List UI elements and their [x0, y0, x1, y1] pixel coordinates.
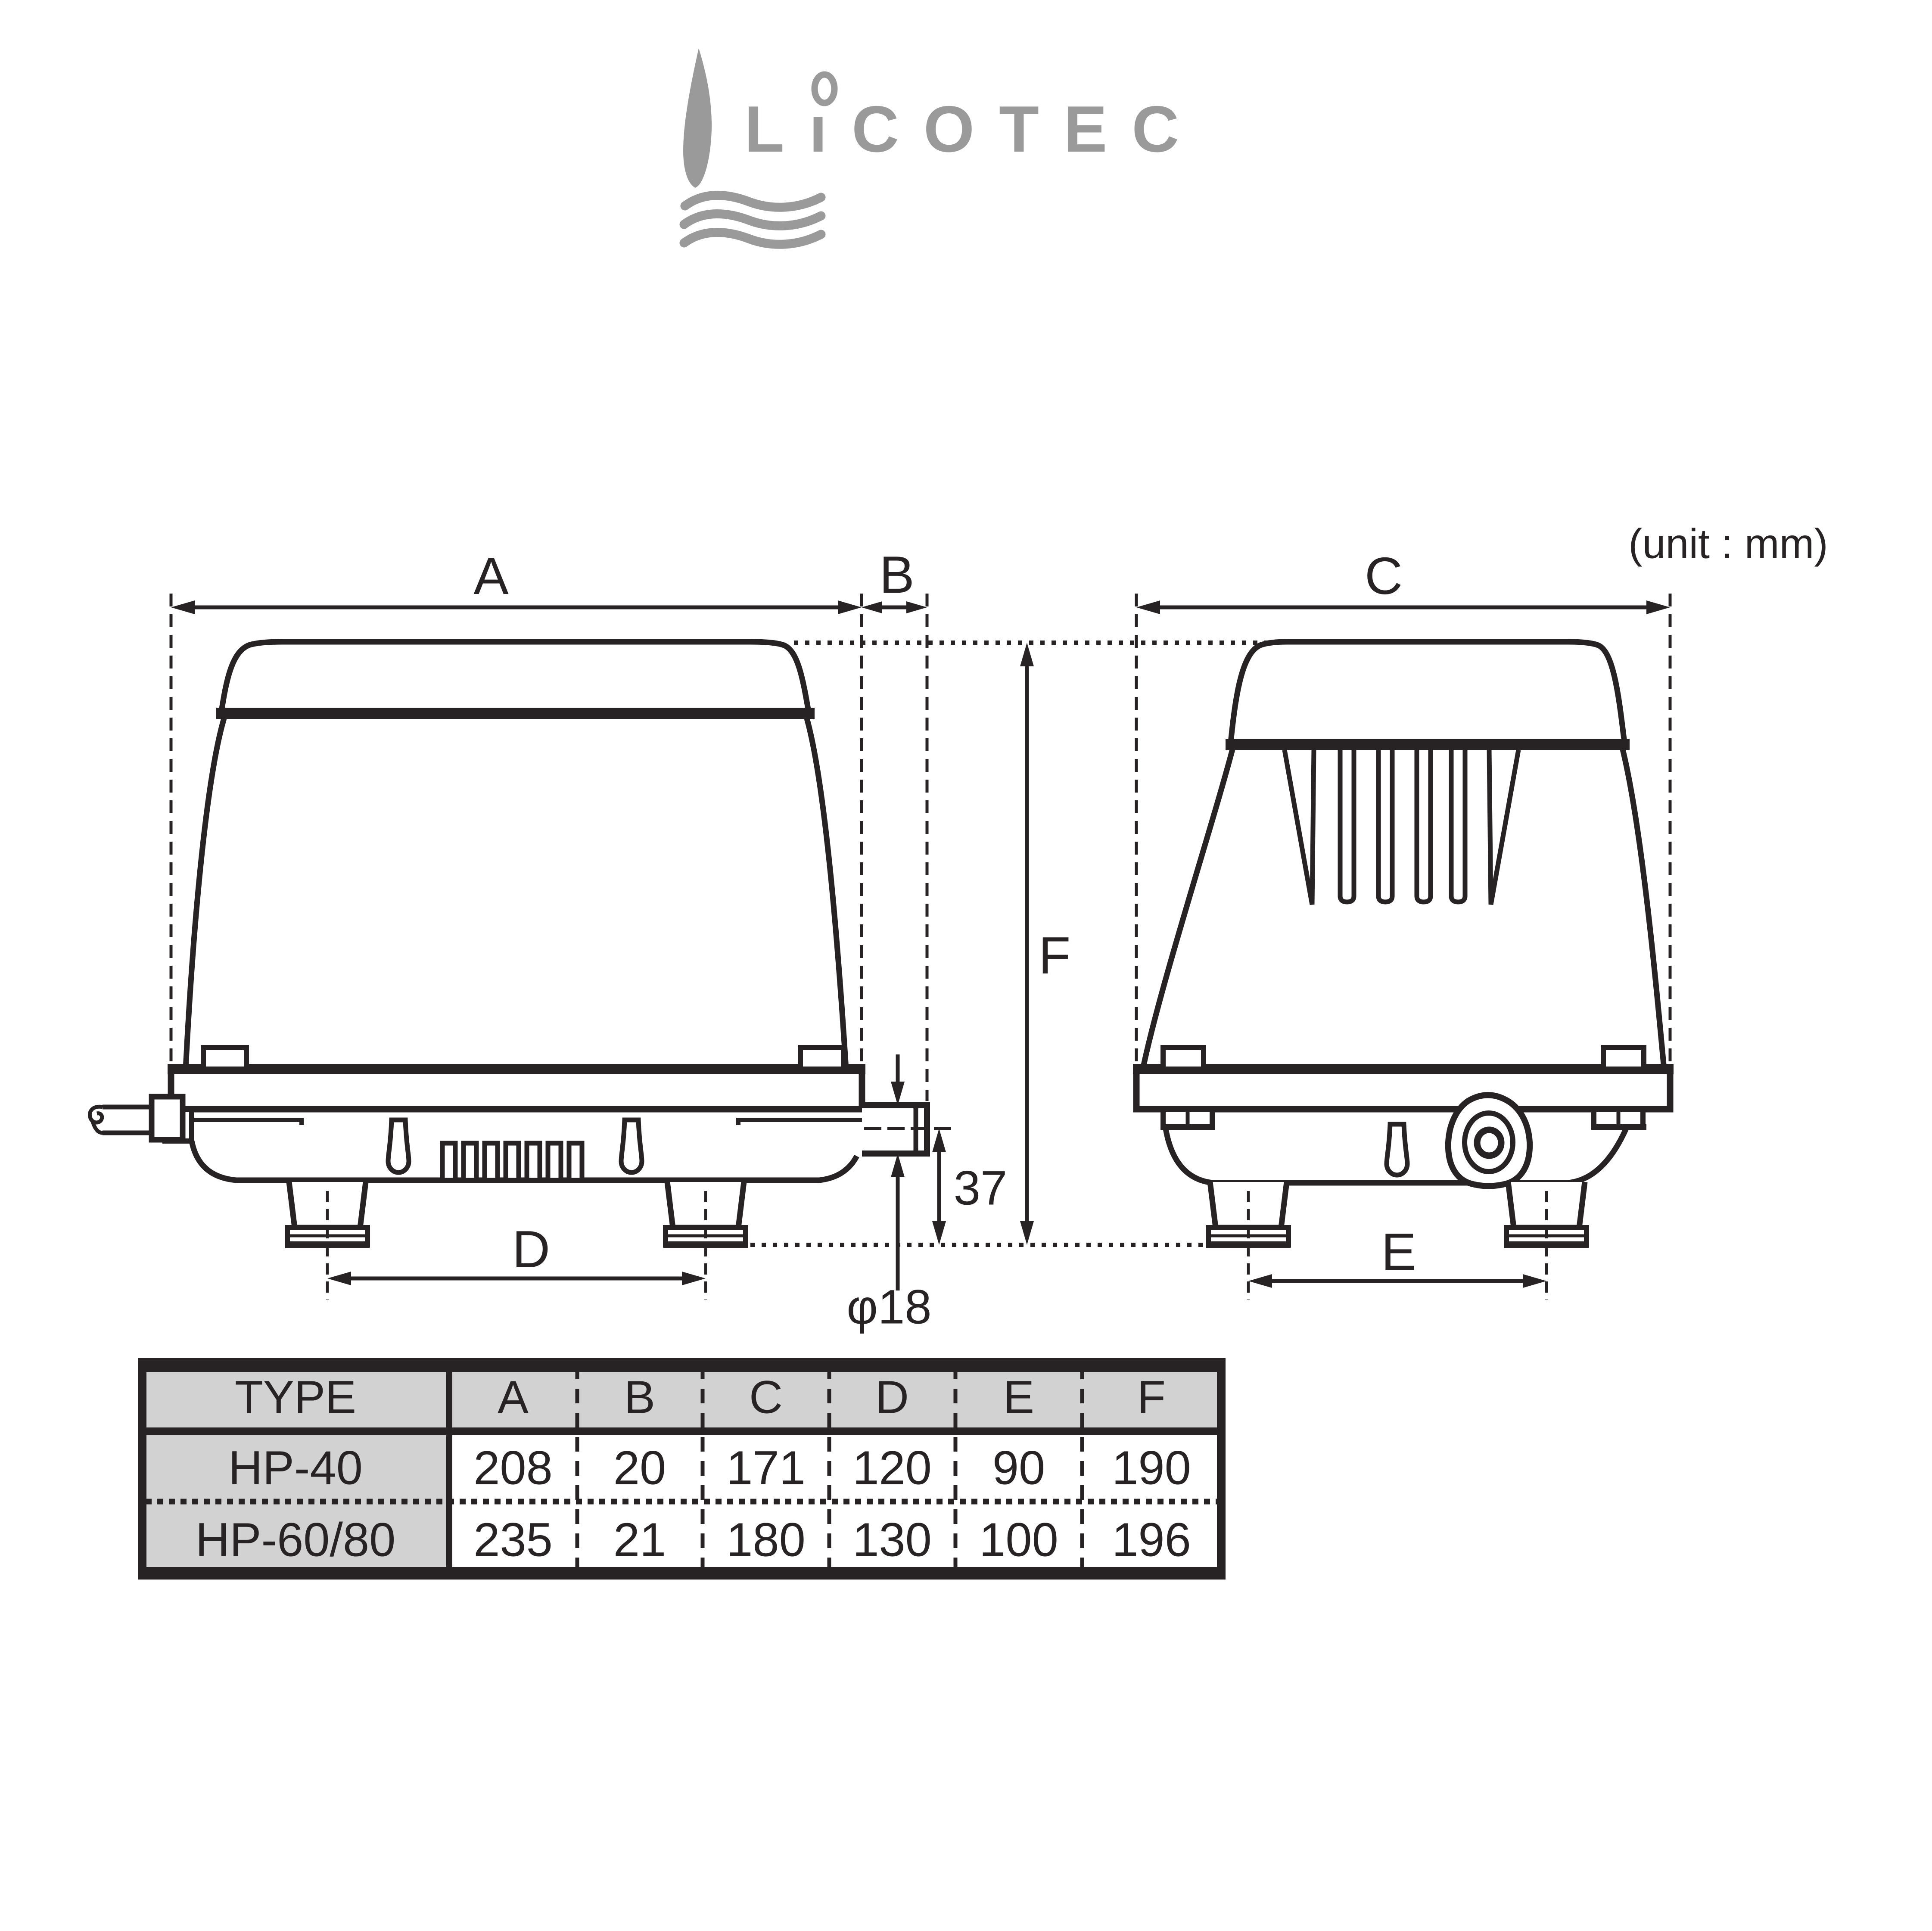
- dim-label-f: F: [1038, 926, 1071, 985]
- fin-wedge-right: [1489, 750, 1518, 905]
- front-body-right-edge: [807, 718, 846, 1069]
- vent-grille-slat: [527, 1143, 540, 1180]
- table-cell-hp40-e: 90: [992, 1441, 1045, 1495]
- dim-label-a: A: [473, 547, 509, 605]
- side-bracket-left: [1161, 1109, 1214, 1127]
- table-row: [196, 1514, 1191, 1567]
- arrowhead-right-icon: [682, 1272, 706, 1285]
- fin-slot: [1451, 750, 1465, 902]
- vent-grille-slat: [506, 1143, 519, 1180]
- outlet-port-front: [1448, 1095, 1530, 1186]
- fin-wedge-left: [1285, 750, 1314, 905]
- side-bracket-right: [1592, 1109, 1646, 1127]
- table-header-type: TYPE: [234, 1371, 357, 1423]
- front-lid-outline: [221, 642, 809, 712]
- unit-note: (unit : mm): [1628, 520, 1828, 567]
- arrowhead-up-icon: [932, 1129, 946, 1152]
- cooling-fins: [1285, 750, 1518, 905]
- vent-grille-slat: [464, 1143, 476, 1180]
- foot-trapezoid: [1210, 1182, 1287, 1228]
- table-cell-hp6080-c: 180: [726, 1513, 806, 1567]
- dim-label-phi18: φ18: [846, 1280, 932, 1334]
- fin-slot: [1340, 750, 1354, 902]
- arrowhead-right-icon: [838, 600, 862, 614]
- cord-grommet: [152, 1097, 183, 1140]
- dim-label-e: E: [1381, 1222, 1416, 1281]
- table-header-e: E: [1003, 1371, 1035, 1423]
- front-body-left-edge: [186, 718, 224, 1069]
- table-header-a: A: [497, 1371, 529, 1423]
- arrowhead-left-icon: [327, 1272, 351, 1285]
- front-base-flange: [171, 1069, 862, 1109]
- dim-label-d: D: [512, 1220, 551, 1278]
- power-cord: [90, 1097, 183, 1140]
- table-header-d: D: [875, 1371, 909, 1423]
- spec-table: [139, 1362, 1225, 1575]
- table-header-b: B: [624, 1371, 656, 1423]
- table-cell-hp40-type: HP-40: [228, 1441, 363, 1495]
- table-header-f: F: [1137, 1371, 1166, 1423]
- vent-grille-slat: [569, 1143, 582, 1180]
- arrowhead-down-icon: [932, 1221, 946, 1245]
- table-cell-hp40-d: 120: [852, 1441, 932, 1495]
- arrowhead-up-icon: [1020, 643, 1034, 666]
- table-header-c: C: [749, 1371, 783, 1423]
- waves-icon: [684, 195, 821, 244]
- vent-grille-slat: [485, 1143, 498, 1180]
- table-cell-hp40-a: 208: [473, 1441, 553, 1495]
- side-body-left-edge: [1143, 749, 1232, 1069]
- cord-curl-icon: [90, 1107, 103, 1133]
- logo-wordmark: LıCOTEC: [744, 93, 1204, 166]
- side-view: [1133, 642, 1674, 1245]
- vent-slot-right: [621, 1120, 642, 1172]
- dim-label-b: B: [879, 545, 915, 604]
- side-flange-tab-right: [1603, 1048, 1644, 1069]
- fin-slot: [1378, 750, 1392, 902]
- logo: [683, 48, 1204, 244]
- foot-trapezoid: [289, 1182, 366, 1228]
- arrowhead-right-icon: [1646, 600, 1670, 614]
- table-cell-hp6080-e: 100: [979, 1513, 1058, 1567]
- table-cell-hp40-b: 20: [613, 1441, 666, 1495]
- vent-slot-left: [388, 1120, 409, 1172]
- arrowhead-left-icon: [1248, 1274, 1272, 1288]
- dim-label-c: C: [1364, 547, 1403, 605]
- dim-a-arrow: [171, 600, 862, 614]
- dim-phi18-arrows: [891, 1054, 905, 1290]
- front-base-pan: [192, 1141, 857, 1180]
- vent-grille-slat: [442, 1143, 455, 1180]
- side-flange-tab-left: [1163, 1048, 1204, 1069]
- front-view: [90, 642, 955, 1245]
- side-body-right-edge: [1623, 749, 1664, 1069]
- dim-37-arrow: [932, 1129, 946, 1245]
- dim-f-arrow: [1020, 643, 1034, 1245]
- table-cell-hp40-c: 171: [726, 1441, 806, 1495]
- vent-grille-slat: [548, 1143, 561, 1180]
- front-shoulder-right: [738, 1120, 862, 1125]
- dim-c-arrow: [1136, 600, 1670, 614]
- table-cell-hp6080-type: HP-60/80: [195, 1513, 396, 1567]
- foot-trapezoid: [1508, 1182, 1585, 1228]
- arrowhead-left-icon: [1136, 600, 1160, 614]
- arrowhead-up-icon: [891, 1154, 905, 1177]
- side-lid-outline: [1231, 642, 1624, 743]
- table-cell-hp6080-f: 196: [1112, 1513, 1191, 1567]
- front-flange-tab-right: [800, 1048, 843, 1069]
- front-shoulder-left: [192, 1120, 302, 1125]
- dim-label-37: 37: [953, 1161, 1008, 1215]
- arrowhead-down-icon: [1020, 1221, 1034, 1245]
- front-flange-tab-left: [203, 1048, 246, 1069]
- table-cell-hp6080-b: 21: [613, 1513, 666, 1567]
- leaf-icon: [683, 48, 712, 188]
- side-vent-slot: [1387, 1124, 1407, 1175]
- arrowhead-right-icon: [1523, 1274, 1546, 1288]
- vent-grille: [442, 1143, 582, 1180]
- fin-slot: [1417, 750, 1431, 902]
- table-cell-hp40-f: 190: [1112, 1441, 1191, 1495]
- arrowhead-down-icon: [891, 1082, 905, 1105]
- cord-tube: [103, 1107, 152, 1133]
- foot-trapezoid: [667, 1182, 744, 1228]
- port-ring-inner: [1477, 1130, 1501, 1156]
- arrowhead-left-icon: [171, 600, 195, 614]
- table-cell-hp6080-a: 235: [473, 1513, 553, 1567]
- side-base-flange: [1136, 1069, 1670, 1109]
- table-cell-hp6080-d: 130: [852, 1513, 932, 1567]
